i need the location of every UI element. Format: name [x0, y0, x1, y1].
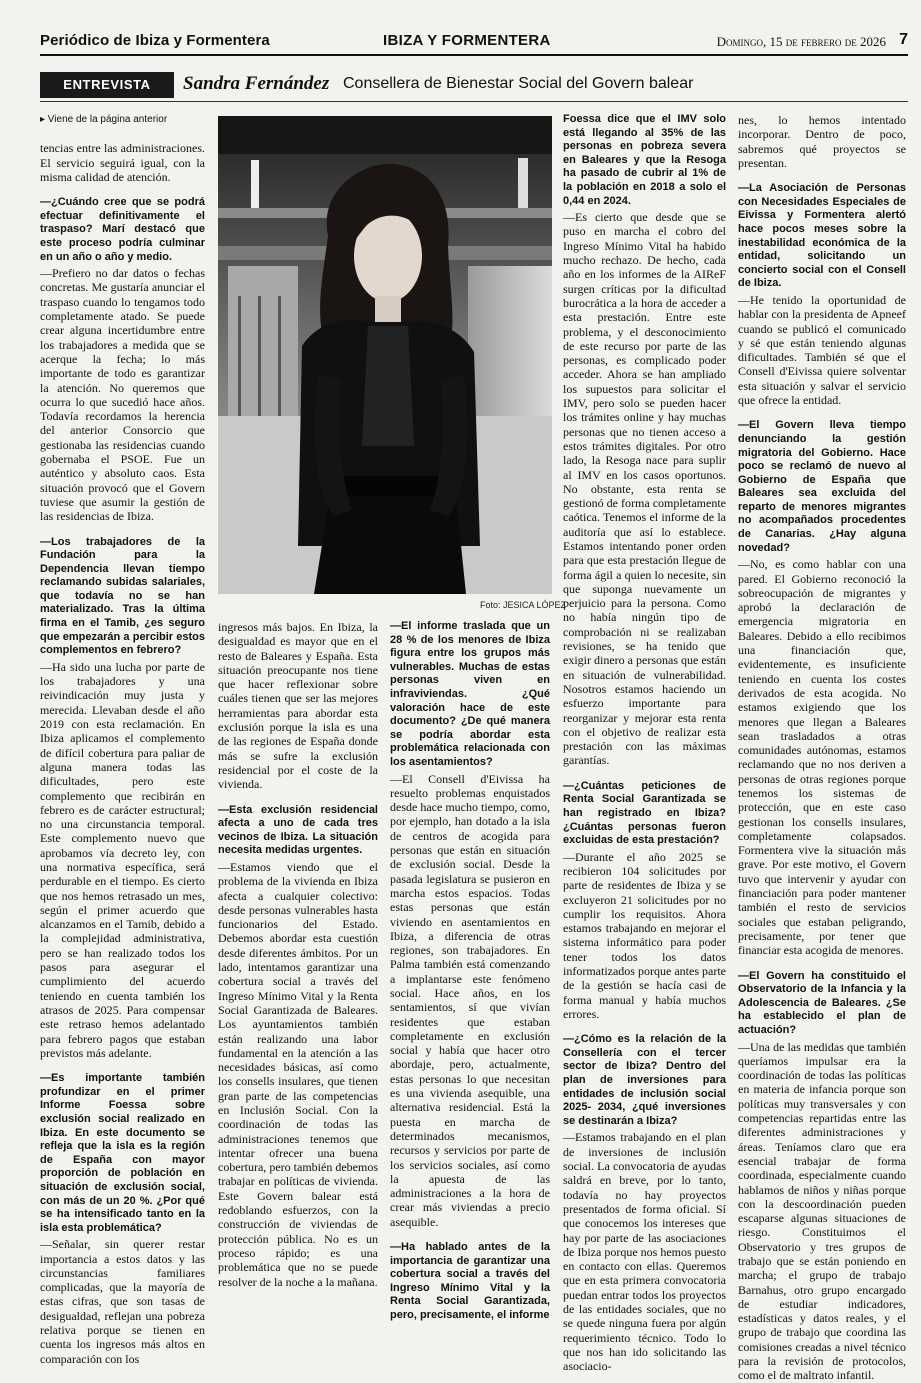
question-text: —Esta exclusión residencial afecta a uno de cada tres vecinos de Ibiza. La situación necesita medidas urgentes.: [218, 803, 378, 857]
answer-text: —Ha sido una lucha por parte de los trabajadores y una reivindicación muy justa y merecida. Llevaban desde el año 2019 con esta reclamación. En Ibiza aplicamos el complemento de difícil cobertura para paliar de alguna manera todas las dificultades, pero este complemento que recibirán en febrero es de carácter estructural; no una circunstancia temporal. Este complemento nuevo que aprobamos vía decreto ley, con una normativa específica, será perdurable en el tiempo. Es cierto que nos hemos retrasado un mes, según el primer acuerdo que alcanzamos en el Tamib, debido a la complejidad administrativa, pero se han realizado todos los pasos para asegurar el cumplimiento del acuerdo teniendo en cuenta también los atrasos de 2025. Para compensar este retraso hemos adelantado para febrero pagos que estaban previstos más adelante.: [40, 659, 205, 1060]
article-column-4: [563, 113, 726, 1374]
header-rule: [40, 54, 908, 56]
answer-text: —El Consell d'Eivissa ha resuelto problemas enquistados desde hace mucho tiempo, como, por ejemplo, han dotado a la isla de centros de acogida para personas que están en situación de exclusión social. Desde la pasada legislatura se pusieron en marcha estos espacios. Todas estas personas que están viviendo en asentamientos en Ibiza, a diferencia de otras regiones, son trabajadores. En Palma también está comenzando a implantarse este fenómeno social. Hace años, en los sentamientos, sí que vivían residentes que estaban completamente en exclusión social y había que hacer otro abordaje, pero, actualmente, estas personas lo que necesitan es una vivienda asequible, una alternativa residencial. Está la puesta en marcha de determinados mecanismos, recursos y servicios por parte de los servicios sociales, así como la apuesta de las administraciones a la hora de crear más viviendas a precio asequible.: [390, 771, 550, 1229]
question-text: —El Govern ha constituido el Observatorio de la Infancia y la Adolescencia de Baleares. ¿Se ha establecido el plan de actuación?: [738, 969, 906, 1036]
photo-credit: Foto: JESICA LÓPEZ: [480, 600, 567, 610]
answer-text: —No, es como hablar con una pared. El Gobierno reconoció la sobreocupación de migrantes y aprobó la declaración de emergencia migratoria en Baleares. Debido a ello recibimos una financiación que, evidentemente, es insuficiente teniendo en cuenta los costes derivados de esta acogida. No estamos exigiendo que los menores que llegan a Baleares sean trasladados a otras comunidades autónomas, estamos reclamando que no nos deriven a personas de otras regiones porque tenemos los sistemas de protección, que en este caso gestionan los consells insulares, completamente colapsados. Formentera vive la situación más grave. Por este motivo, el Govern tuvo que intervenir y ayudar con financiación para poder mantener también el resto de servicios sociales que estaban peligrando, precisamente, por tener que financiar esta acogida de menores.: [738, 557, 906, 958]
article-column-5: [738, 113, 906, 1383]
newspaper-name: Periódico de Ibiza y Formentera: [40, 32, 270, 49]
question-text: —¿Cómo es la relación de la Consellería con el tercer sector de Ibiza? Dentro del plan de inversiones para entidades de inclusión social 2025- 2034, ¿qué inversiones se destinarán a Ibiza?: [563, 1033, 726, 1127]
answer-text: tencias entre las administraciones. El servicio seguirá igual, con la misma calidad de atención.: [40, 141, 205, 184]
answer-text: nes, lo hemos intentado incorporar. Dentro de poco, sabremos qué proyectos se presentan.: [738, 113, 906, 170]
question-text: —Los trabajadores de la Fundación para la Dependencia llevan tiempo reclamando subidas salariales, que todavía no se han materializado. Tras la última firma en el Tamib, ¿es seguro que empezarán a percibir estos complementos en febrero?: [40, 535, 205, 657]
answer-text: ingresos más bajos. En Ibiza, la desigualdad es mayor que en el resto de Baleares y España. Esta situación preocupante nos tiene que hacer reflexionar sobre cuáles tienen que ser las mejores herramientas para abordar esta exclusión porque la isla es una de las regiones de España donde más se sufre la exclusión residencial por el coste de la vivienda.: [218, 620, 378, 792]
interview-tag: ENTREVISTA: [40, 72, 174, 98]
question-text: —Es importante también profundizar en el primer Informe Foessa sobre exclusión social realizado en Ibiza. En este documento se refleja que la isla es la región de España con mayor proporción de población en situación de exclusión social, con más de un 20 %. ¿Por qué se ha intensificado tanto en la isla esta problemática?: [40, 1072, 205, 1234]
page-number: 7: [899, 31, 908, 48]
page-header: [40, 30, 908, 54]
question-text: —Ha hablado antes de la importancia de garantizar una cobertura social a través del Ingreso Mínimo Vital y la Renta Social Garantizada, pero, precisamente, el informe: [390, 1241, 550, 1321]
issue-date: Domingo, 15 de febrero de 2026: [716, 34, 886, 49]
answer-text: —Estamos viendo que el problema de la vivienda en Ibiza afecta a cualquier colectivo: desde personas vulnerables hasta funcionarios del Estado. Debemos abordar esta cuestión desde diferentes ámbitos. Por un lado, intentamos garantizar una cobertura social a través del Ingreso Mínimo Vital y la Renta Social Garantizada de Baleares. Los ayuntamientos también están realizando una labor fundamental en la atención a las necesidades básicas, así como los consells insulares, que tienen gran parte de las competencias en Inclusión Social. Con la coordinación de todas las administraciones tenemos que intentar ofrecer una buena cobertura, pero también debemos trabajar en políticas de vivienda. Este Govern balear está redoblando esfuerzos, con la construcción de viviendas de protección pública. No es un proceso rápido; es una problemática que no se puede resolver de la noche a la mañana.: [218, 859, 378, 1289]
article-column-2: [218, 620, 378, 1289]
question-text: Foessa dice que el IMV solo está llegando al 35% de las personas en pobreza severa en Baleares y que la Resoga ha pasado de cubrir al 1% de la población en 2018 a solo el 0,44 en 2024.: [563, 113, 726, 207]
answer-text: —Estamos trabajando en el plan de inversiones de inclusión social. La convocatoria de ayudas saldrá en breve, por lo tanto, todavía no hay proyectos presentados de forma oficial. Sí que conocemos los intereses que hay por parte de las asociaciones de Ibiza porque nos hemos puesto en contacto con ellas. Queremos que en esta primera convocatoria puedan entrar todos los proyectos de las entidades sociales, que no se quede ninguna fuera por algún requerimiento técnico. Todo lo que nos han ido solicitando las asociacio-: [563, 1130, 726, 1374]
interview-header: [40, 72, 908, 98]
answer-text: —Señalar, sin querer restar importancia a estos datos y las circunstancias familiares complicadas, que la mayoría de estas cifras, que son tasas de desigualdad, reflejan una pobreza relativa porque se tienen en cuenta los ingresos más altos en comparación con los: [40, 1237, 205, 1366]
answer-text: —Durante el año 2025 se recibieron 104 solicitudes por parte de residentes de Ibiza y se excluyeron 21 solicitudes por no cumplir los requisitos. Ahora estamos trabajando en mejorar el sistema informático para poder tener todos los datos informatizados porque antes parte de la gestión se hacía casi de forma manual y había muchos errores.: [563, 849, 726, 1021]
interview-rule: [40, 101, 908, 102]
answer-text: —Una de las medidas que también queríamos impulsar era la coordinación de todas las políticas en materia de infancia porque son políticas muy transversales y con competencias repartidas entre las diferentes administraciones y áreas. Teníamos claro que era esencial trabajar de forma coordinada, especialmente cuando hablamos de niños y niñas porque con la descoordinación pueden escaparse algunas situaciones de riesgo. Constituimos el Observatorio y tres grupos de trabajo que se están poniendo en marcha; el grupo de trabajo Barnahus, otro grupo encargado de estudiar indicadores, estadísticas y datos reales, y el grupo de trabajo que coordina las comisiones creadas a nivel técnico para la revisión de protocolos, como el de maltrato infantil.: [738, 1039, 906, 1383]
question-text: —¿Cuántas peticiones de Renta Social Garantizada se han registrado en Ibiza? ¿Cuántas personas fueron excluidas de esta prestación?: [563, 779, 726, 847]
continued-note: ▸ Viene de la página anterior: [40, 114, 168, 125]
question-text: —El Govern lleva tiempo denunciando la gestión migratoria del Gobierno. Hace poco se reclamó de nuevo al Gobierno de España que Baleares sea excluida del reparto de menores migrantes no acompañados procedentes de Canarias. ¿Hay alguna novedad?: [738, 419, 906, 554]
section-name: IBIZA Y FORMENTERA: [383, 32, 551, 49]
interviewee-role: Consellera de Bienestar Social del Govern balear: [343, 75, 694, 92]
answer-text: —Prefiero no dar datos o fechas concretas. Me gustaría anunciar el traspaso cuando lo tengamos todo completamente atado. Se puede crear alguna incertidumbre entre los trabajadores a medida que se acerque la fecha; lo más importante de todo es garantizar la atención. No queremos que ocurra lo que sucedió hace años. Todavía recordamos la herencia del anterior Consorcio que gestionaba las residencias cuando gobernaba el PSOE. Fue un auténtico y absoluto caos. Esta situación provocó que el Govern tuviese que asumir la gestión de las residencias de Ibiza.: [40, 266, 205, 524]
question-text: —El informe traslada que un 28 % de los menores de Ibiza figura entre los grupos más vulnerables. Muchas de estas personas viven en infraviviendas. ¿Qué valoración hace de este documento? ¿De qué manera se podría abordar esta problemática relacionada con los asentamientos?: [390, 620, 550, 768]
article-column-3: [390, 620, 550, 1321]
question-text: —¿Cuándo cree que se podrá efectuar definitivamente el traspaso? Marí destacó que este proceso podría culminar en un año o año y medio.: [40, 196, 205, 263]
interviewee-photo: [218, 116, 552, 594]
interviewee-name: Sandra Fernández: [183, 73, 330, 94]
answer-text: —He tenido la oportunidad de hablar con la presidenta de Apneef cuando se publicó el comunicado y sé que están teniendo algunas dificultades. También sé que el Consell d'Eivissa quiere solventar esta situación y salvar el servicio que ofrece la entidad.: [738, 292, 906, 408]
answer-text: —Es cierto que desde que se puso en marcha el cobro del Ingreso Mínimo Vital ha habido mucho rechazo. De hecho, cada año en los informes de la AIReF surgen críticas por la dificultad burocrática a la hora de acceder a esta prestación. Entre este problema, y el desconocimiento de este recurso por parte de las personas, es complicado poder acceder. Ahora se han ampliado los supuestos para solicitar el IMV, pero solo se pueden hacer los trámites online y hay muchas personas que no tienen acceso a estos trámites digitales. Por otro lado, la Resoga nace para suplir al IMV en los casos oportunos. No obstante, esta renta se gestionó de forma completamente caótica. Tenemos el informe de la auditoría que así lo establece. Estamos intentando poner orden para que esta prestación llegue de forma ágil a quien lo necesite, sin que suponga nuevamente un perjuicio para la persona. Como no había ningún tipo de comprobación ni se realizaban revisiones, se ha tenido que exigir dinero a personas que están en situación de vulnerabilidad. Nosotros estamos haciendo un esfuerzo importante para reorganizar y mejorar esta renta con el objetivo de realizar esta prestación con las máximas garantías.: [563, 210, 726, 768]
photo-image: [218, 116, 552, 594]
article-column-1: [40, 113, 205, 1366]
question-text: —La Asociación de Personas con Necesidades Especiales de Eivissa y Formentera alertó hace pocos meses sobre la inestabilidad económica de la entidad, solicitando un concierto social con el Consell de Ibiza.: [738, 182, 906, 290]
